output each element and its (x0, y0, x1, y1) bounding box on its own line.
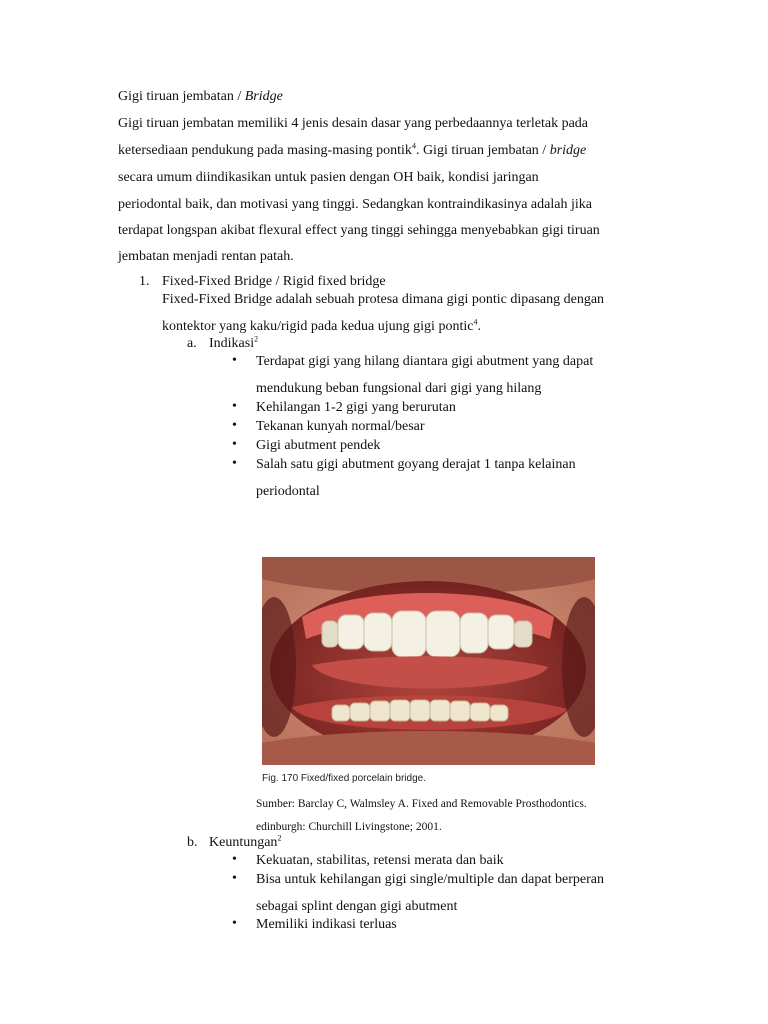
indikasi-bullet-1a: Terdapat gigi yang hilang diantara gigi abutment yang dapat (256, 354, 594, 369)
figure-caption: Fig. 170 Fixed/fixed porcelain bridge. (262, 773, 426, 784)
intro-line-4: periodontal baik, dan motivasi yang tinggi. Sedangkan kontraindikasinya adalah jika (118, 197, 592, 212)
keuntungan-label: Keuntungan (209, 835, 278, 850)
citation-sup: 2 (254, 334, 259, 344)
mouth-illustration (262, 557, 595, 765)
indikasi-bullet-5b: periodontal (256, 484, 320, 499)
keuntungan-heading (209, 834, 281, 852)
intro-line-3: secara umum diindikasikan untuk pasien dengan OH baik, kondisi jaringan (118, 170, 539, 185)
bullet-icon: • (232, 456, 237, 471)
indikasi-bullet-4: Gigi abutment pendek (256, 438, 381, 453)
citation-sup: 2 (277, 833, 282, 843)
bullet-icon: • (232, 353, 237, 368)
figure-source-2: edinburgh: Churchill Livingstone; 2001. (256, 821, 442, 833)
citation-sup: 4 (411, 141, 416, 151)
bullet-icon: • (232, 399, 237, 414)
indikasi-heading (209, 335, 258, 353)
item-desc-2-end: . (477, 319, 481, 334)
subitem-letter-a: a. (187, 336, 197, 351)
intro-line-2-b: . Gigi tiruan jembatan / (415, 143, 550, 158)
item-number: 1. (139, 274, 150, 289)
bullet-icon: • (232, 437, 237, 452)
subitem-letter-b: b. (187, 835, 198, 850)
section-heading (118, 88, 283, 106)
keuntungan-bullet-2b: sebagai splint dengan gigi abutment (256, 899, 458, 914)
indikasi-bullet-2: Kehilangan 1-2 gigi yang berurutan (256, 400, 456, 415)
keuntungan-bullet-1: Kekuatan, stabilitas, retensi merata dan baik (256, 853, 504, 868)
bullet-icon: • (232, 916, 237, 931)
item-title: Fixed-Fixed Bridge / Rigid fixed bridge (162, 274, 386, 289)
intro-line-2-a: ketersediaan pendukung pada masing-masing pontik (118, 143, 412, 158)
dental-photo (262, 557, 595, 765)
item-desc-2 (162, 318, 481, 336)
intro-line-6: jembatan menjadi rentan patah. (118, 249, 294, 264)
heading-italic: Bridge (244, 89, 283, 104)
indikasi-bullet-1b: mendukung beban fungsional dari gigi yang hilang (256, 381, 542, 396)
intro-line-1: Gigi tiruan jembatan memiliki 4 jenis desain dasar yang perbedaannya terletak pada (118, 116, 588, 131)
keuntungan-bullet-3: Memiliki indikasi terluas (256, 917, 397, 932)
item-desc-2-text: kontektor yang kaku/rigid pada kedua ujung gigi pontic (162, 319, 474, 334)
intro-line-2 (118, 142, 586, 160)
bullet-icon: • (232, 418, 237, 433)
indikasi-label: Indikasi (209, 336, 255, 351)
indikasi-bullet-5a: Salah satu gigi abutment goyang derajat 1 tanpa kelainan (256, 457, 576, 472)
item-desc-1: Fixed-Fixed Bridge adalah sebuah protesa dimana gigi pontic dipasang dengan (162, 292, 605, 307)
figure-source-1: Sumber: Barclay C, Walmsley A. Fixed and Removable Prosthodontics. (256, 798, 587, 810)
indikasi-bullet-3: Tekanan kunyah normal/besar (256, 419, 425, 434)
bullet-icon: • (232, 852, 237, 867)
intro-line-2-italic: bridge (549, 143, 587, 158)
citation-sup: 4 (473, 317, 478, 327)
bullet-icon: • (232, 871, 237, 886)
keuntungan-bullet-2a: Bisa untuk kehilangan gigi single/multiple dan dapat berperan (256, 872, 604, 887)
intro-line-5: terdapat longspan akibat flexural effect yang tinggi sehingga menyebabkan gigi tiruan (118, 223, 600, 238)
heading-text: Gigi tiruan jembatan / (118, 89, 245, 104)
